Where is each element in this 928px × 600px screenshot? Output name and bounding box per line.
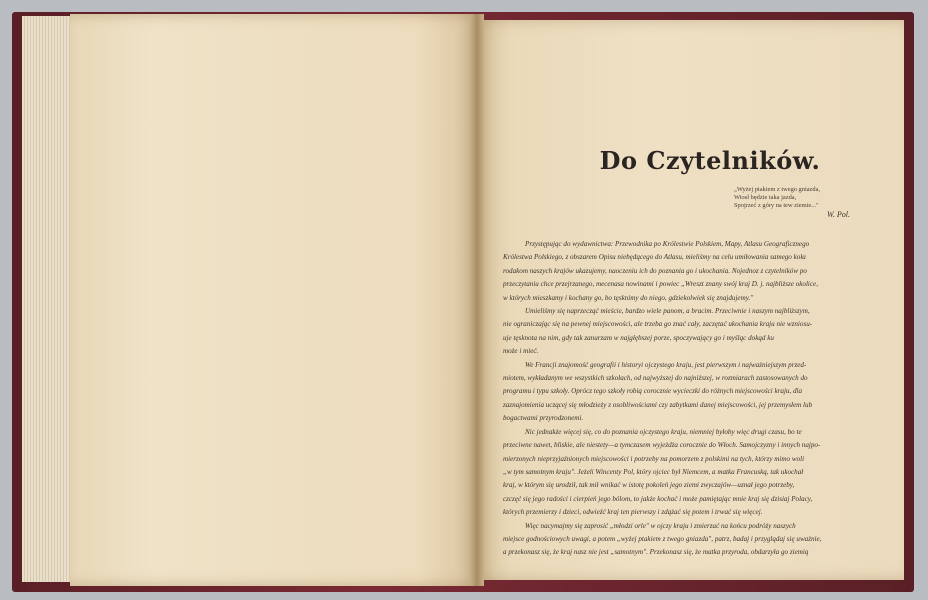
epigraph-line: Spojrzeć z góry na tew ziemie..." [734, 202, 819, 210]
body-text [503, 238, 865, 560]
body-line: We Francji znajomość geografii i historyi ojczystego kraju, jest pierwszym i najważniejszym przed- [525, 360, 807, 369]
body-line: kraj, w którym się urodził, tak mił wnikać w istotę pokoleń jego ziemi zwyczajów—uznał jego potrzeby, [503, 481, 795, 490]
body-line: a przekonasz się, że kraj nasz nie jest „samotnym". Przekonasz się, że matka przyroda, obdarzyła go ziemią [503, 548, 809, 557]
body-line: czczęć się jego radości i cierpień jego bólom, to jakże kochać i może pamiętając mnie kraj się dzisiaj Polacy, [503, 494, 813, 503]
book-gutter [470, 14, 484, 586]
body-line: Więc nacymajmy się zaprosić „młodzi orle" w ojczy kraju i zmierzać na końcu podróży naszych [525, 521, 796, 530]
body-line: w których mieszkamy i kochany go, bo tęsknimy do niego, gdziekolwiek się znajdujemy." [503, 293, 754, 302]
epigraph-line: Wiosł będzie taka jazda, [734, 194, 797, 202]
body-line: nie ograniczając się na pewnej miejscowości, ale trzeba go znać cały, zaczętać ukochania kraju nie wzniosu- [503, 320, 813, 329]
left-page-blank [70, 14, 478, 586]
body-line: „w tym samotnym kraju". Jeżeli Wincenty Pol, który ojciec był Niemcem, a matka Francuską, tak ukochał [503, 467, 804, 476]
body-line: programu i typu szkoły. Oprócz tego szkoły robią corocznie wycieczki do różnych miejscowości kraju, dla [503, 387, 803, 396]
body-line: uje tęsknota na nim, gdy tak zanurzam w najgłębszej porze, spoczywający go i myśląc dokąd ku [503, 333, 774, 342]
body-line: Nic jednakże więcej się, co do poznania ojczystego kraju, niemniej byłoby więc drugi czasu, bo te [525, 427, 802, 436]
body-line: może i mieć. [503, 347, 539, 356]
body-line: bogactwami przyrodzonemi. [503, 414, 584, 423]
body-line: Umieliśmy się naprzecząć mieście, bardzo wiele panom, a bracim. Przeciwnie i naszym najbliższym, [525, 307, 810, 316]
page-title: Do Czytelników. [599, 146, 821, 175]
epigraph-line: „Wyżej ptakiem z twego gniazda, [734, 186, 821, 193]
body-line: miejsce godnościowych uwagi, a potem „wyżej ptakiem z twego gniazda", patrz, badaj i przyglądaj się uważnie, [503, 534, 822, 543]
body-line: przeciwne nawet, bliskie, ale niestety—a tymczasem wyjeżdża corocznie do Włoch. Samojczyzny i innych najpo- [503, 441, 821, 450]
body-line: przeczytaniu chce przejrzanego, mecenasa nowinami i powiec „Wreszt znany swój kraj D. j. najbliższe okolice, [503, 280, 818, 289]
epigraph [734, 186, 874, 211]
body-line: których przemierzy i dzieci, odwieźć kraj ten pierwszy i zdążać się potem i trwać się więcej. [503, 508, 763, 517]
epigraph-author: W. Pol. [826, 210, 850, 219]
body-line: mierzonych nieprzyjaźnionych miejscowości i potrzeby na pomorzem z polskimi na tych, którzy mimo woli [503, 454, 805, 463]
body-line: Przystępując do wydawnictwa: Przewodnika po Królestwie Polskiem, Mapy, Atlasu Geograficznego [525, 240, 810, 248]
body-line: Królestwa Polskiego, z obszarem Opisu niebędącego do Atlasu, mieliśmy na celu umiłowania samego koła [503, 253, 806, 262]
body-line: miotem, wykładanym we wszystkich szkołach, od najwyższej do najniższej, w rozmiarach zastosowanych do [503, 374, 808, 383]
body-line: zaznajomienia uczącej się młodzieży z osobliwościami czy zabytkami danej miejscowości, jej przemysłem lub [503, 400, 813, 409]
body-line: rodakom naszych krajów ukazujemy, naoczeniu ich do poznania go i ukochania. Nojednoz z czytelników po [503, 266, 807, 275]
